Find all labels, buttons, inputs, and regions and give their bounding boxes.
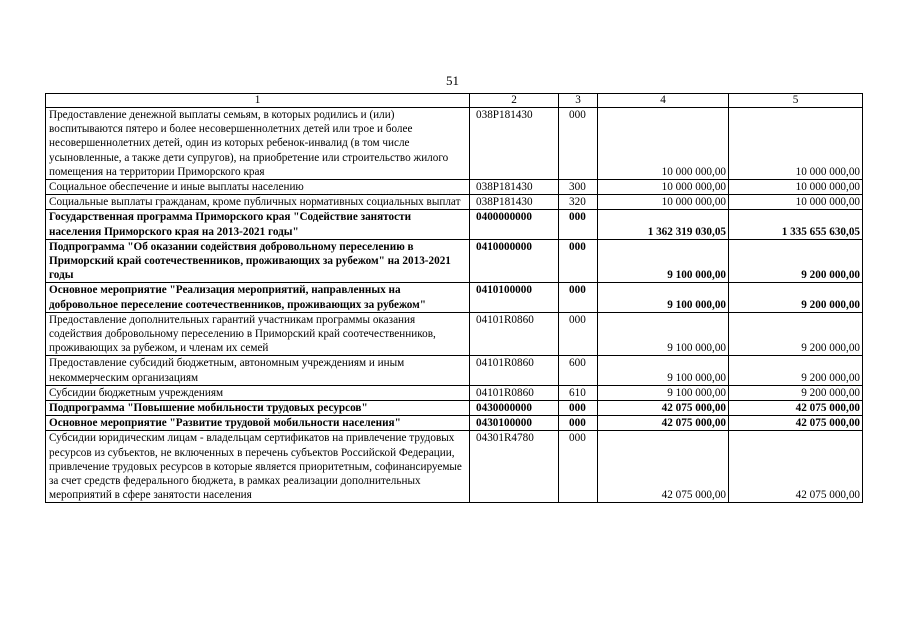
row-target-code: 0410100000 bbox=[470, 283, 559, 312]
row-target-code: 038P181430 bbox=[470, 108, 559, 180]
row-amount-year-1: 10 000 000,00 bbox=[598, 108, 729, 180]
row-amount-year-1: 9 100 000,00 bbox=[598, 283, 729, 312]
row-target-code: 0430100000 bbox=[470, 416, 559, 431]
row-amount-year-2: 9 200 000,00 bbox=[729, 283, 863, 312]
row-target-code: 04101R0860 bbox=[470, 385, 559, 400]
row-amount-year-2: 42 075 000,00 bbox=[729, 416, 863, 431]
row-name: Основное мероприятие "Развитие трудовой мобильности населения" bbox=[46, 416, 470, 431]
row-amount-year-1: 42 075 000,00 bbox=[598, 416, 729, 431]
row-expense-type: 000 bbox=[559, 210, 598, 239]
row-name: Социальные выплаты гражданам, кроме публичных нормативных социальных выплат bbox=[46, 195, 470, 210]
row-amount-year-2: 42 075 000,00 bbox=[729, 431, 863, 503]
row-target-code: 04301R4780 bbox=[470, 431, 559, 503]
row-amount-year-2: 9 200 000,00 bbox=[729, 356, 863, 385]
row-name: Основное мероприятие "Реализация мероприятий, направленных на добровольное переселение соотечественников, проживающих за рубежом" bbox=[46, 283, 470, 312]
table-row bbox=[46, 283, 863, 312]
table-header-row bbox=[46, 94, 863, 108]
table-row bbox=[46, 385, 863, 400]
table-row bbox=[46, 416, 863, 431]
row-target-code: 038P181430 bbox=[470, 195, 559, 210]
row-name: Подпрограмма "Повышение мобильности трудовых ресурсов" bbox=[46, 401, 470, 416]
row-target-code: 04101R0860 bbox=[470, 356, 559, 385]
row-expense-type: 000 bbox=[559, 431, 598, 503]
row-amount-year-2: 10 000 000,00 bbox=[729, 195, 863, 210]
column-header-2: 2 bbox=[470, 94, 559, 108]
row-amount-year-1: 9 100 000,00 bbox=[598, 356, 729, 385]
row-name: Субсидии юридическим лицам - владельцам сертификатов на привлечение трудовых ресурсов из субъектов, не включенных в перечень субъектов Российской Федерации, привлечение трудовых ресурсов в которые является приоритетным, софинансируемые за счет средств федерального бюджета, в рамках реализации дополнительных мероприятий в сфере занятости населения bbox=[46, 431, 470, 503]
row-amount-year-1: 42 075 000,00 bbox=[598, 431, 729, 503]
table-row bbox=[46, 195, 863, 210]
row-expense-type: 300 bbox=[559, 180, 598, 195]
row-amount-year-1: 10 000 000,00 bbox=[598, 195, 729, 210]
row-expense-type: 600 bbox=[559, 356, 598, 385]
table-row bbox=[46, 401, 863, 416]
column-header-1: 1 bbox=[46, 94, 470, 108]
column-header-5: 5 bbox=[729, 94, 863, 108]
row-expense-type: 000 bbox=[559, 283, 598, 312]
row-expense-type: 000 bbox=[559, 401, 598, 416]
row-expense-type: 320 bbox=[559, 195, 598, 210]
budget-table bbox=[45, 93, 863, 503]
row-amount-year-1: 9 100 000,00 bbox=[598, 312, 729, 356]
row-name: Государственная программа Приморского края "Содействие занятости населения Приморского края на 2013-2021 годы" bbox=[46, 210, 470, 239]
row-amount-year-2: 9 200 000,00 bbox=[729, 239, 863, 283]
row-amount-year-1: 42 075 000,00 bbox=[598, 401, 729, 416]
table-row bbox=[46, 239, 863, 283]
row-target-code: 0410000000 bbox=[470, 239, 559, 283]
table-row bbox=[46, 431, 863, 503]
page-number: 51 bbox=[446, 73, 459, 88]
table-row bbox=[46, 210, 863, 239]
row-amount-year-1: 1 362 319 030,05 bbox=[598, 210, 729, 239]
column-header-4: 4 bbox=[598, 94, 729, 108]
row-amount-year-2: 10 000 000,00 bbox=[729, 180, 863, 195]
row-expense-type: 610 bbox=[559, 385, 598, 400]
row-amount-year-2: 1 335 655 630,05 bbox=[729, 210, 863, 239]
row-name: Предоставление денежной выплаты семьям, в которых родились и (или) воспитываются пятеро и более несовершеннолетних детей или трое и более несовершеннолетних детей, один из которых ребенок-инвалид (в том числе усыновленные, а также дети супругов), на приобретение или строительство жилого помещения на территории Приморского края bbox=[46, 108, 470, 180]
row-expense-type: 000 bbox=[559, 108, 598, 180]
row-amount-year-1: 10 000 000,00 bbox=[598, 180, 729, 195]
row-amount-year-1: 9 100 000,00 bbox=[598, 239, 729, 283]
table-row bbox=[46, 108, 863, 180]
table-row bbox=[46, 356, 863, 385]
row-name: Подпрограмма "Об оказании содействия добровольному переселению в Приморский край соотечественников, проживающих за рубежом" на 2013-2021 годы bbox=[46, 239, 470, 283]
row-name: Субсидии бюджетным учреждениям bbox=[46, 385, 470, 400]
row-target-code: 0430000000 bbox=[470, 401, 559, 416]
row-amount-year-2: 9 200 000,00 bbox=[729, 385, 863, 400]
row-target-code: 0400000000 bbox=[470, 210, 559, 239]
row-target-code: 038P181430 bbox=[470, 180, 559, 195]
row-name: Предоставление дополнительных гарантий участникам программы оказания содействия добровольному переселению в Приморский край соотечественников, проживающих за рубежом, и членам их семей bbox=[46, 312, 470, 356]
row-target-code: 04101R0860 bbox=[470, 312, 559, 356]
row-expense-type: 000 bbox=[559, 312, 598, 356]
column-header-3: 3 bbox=[559, 94, 598, 108]
table-row bbox=[46, 312, 863, 356]
row-name: Социальное обеспечение и иные выплаты населению bbox=[46, 180, 470, 195]
row-amount-year-2: 42 075 000,00 bbox=[729, 401, 863, 416]
row-name: Предоставление субсидий бюджетным, автономным учреждениям и иным некоммерческим организациям bbox=[46, 356, 470, 385]
table-row bbox=[46, 180, 863, 195]
row-expense-type: 000 bbox=[559, 416, 598, 431]
row-expense-type: 000 bbox=[559, 239, 598, 283]
row-amount-year-2: 9 200 000,00 bbox=[729, 312, 863, 356]
row-amount-year-2: 10 000 000,00 bbox=[729, 108, 863, 180]
row-amount-year-1: 9 100 000,00 bbox=[598, 385, 729, 400]
